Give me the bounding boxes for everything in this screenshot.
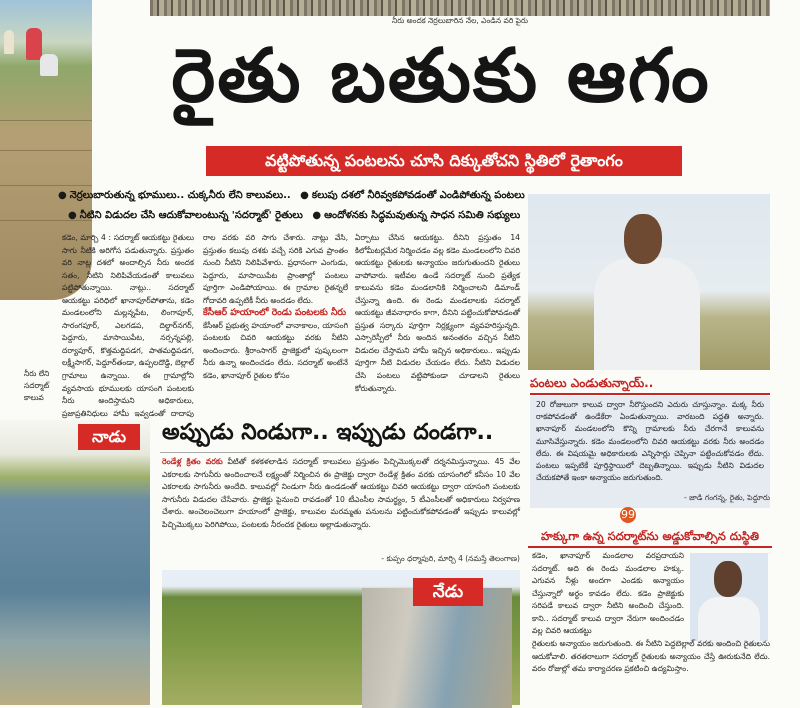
quote-mark-icon: 99 [621, 508, 635, 521]
article-column-1: కడెం, మార్చి 4 : సదర్మాట్ ఆయకట్టు రైతులు సాగు నీటికి అరిగోస పడుతున్నారు. ప్రస్తుతం వరి నాట్ల దశలో అందాల్సిన నీరు అందక సతం, నీటిని నిలిపివేయడంతో కాలువలు పట్టిపోతున్నాయి. నాట్లు.. సదర్మాట్ ఆయకట్టు పరిధిలో ఖానాపూర్‌పోతాను, కడెం మండలంలోని మల్లన్నపేట, లింగాపూర్, సారంగపూర్, ఎలగడప, దిల్దార్‌నగర్, పెద్దూరు, మాసాయిపేట, నర్సన్నపల్లి, దర్యాపూర్, కొత్తమద్దిపడగ, పాతమద్దిపడగ, లక్ష్మీసాగర్, పెద్దూర్‌తండా, ఉప్పలదొడ్డి, బెల్లాల్ గ్రామాలు ఉన్నాయి. ఈ గ్రామాల్లోని వ్యవసాయ భూములకు యాసంగి పంటలకు నీరు అందిస్తామని అధికారులు, ప్రజాప్రతినిధులు హామీ ఇవ్వడంతో దాదాపు [62, 233, 194, 418]
column-subheading: కేసీఆర్ హయాంలో రెండు పంటలకు నీరు [203, 307, 347, 319]
story-heading-then-now: అప్పుడు నిండుగా.. ఇప్పుడు దండగా.. [162, 420, 494, 445]
photo-top-caption: నీరు అందక నెర్రలుబారిన నేల, ఎండిన వరి పైరు [391, 16, 529, 25]
quote-heading-rights: హక్కుగా ఉన్న సదర్మాట్‌ను అడ్డుకోవాల్సిన దుస్థితి [541, 529, 759, 543]
photo-canal-then [0, 420, 150, 705]
story-paragraph: వీటితో కళకళలాడిన సదర్మాట్ కాలువలు ప్రస్తుతం పిచ్చిమొక్కలతో దర్శనమిస్తున్నాయి. 45 వేల ఎకరాలకు సాగునీరు అందించాలనే లక్ష్యంతో నిర్మించిన ఈ ప్రాజెక్టు ద్వారా రెండేళ్ల క్రితం వరకు యాసంగిలో కనీసం 10 వేల ఎకరాలకు సాగునీరు అందేది. కాలువల్లో నిండుగా నీరు ఉండడంతో ఆయకట్టు చివరి ఆయకట్టు ద్వారా యాసంగి పంటలకు సాగునీరు విడుదల చేసేవారు. ప్రాజెక్టు పైనుంచి రావడంతో 10 టీఎంసీల సామర్థ్యం, 5 టీఎంసీలతో అధికారులు నిర్వహణ చేశారు. అంచెలంచెలుగా హయాంలో ప్రాజెక్టు, కాలువల మరమ్మతు పనులను పట్టించుకోకపోవడంతో ఇప్పుడు కాలువల్లో పిచ్చిమొక్కలు పెరిగిపోయి, పంటలకు నీరందక రైతులు అల్లాడుతున్నారు. [162, 457, 520, 529]
heading-rule [160, 452, 520, 453]
photo-top-strip [150, 0, 770, 16]
story-lead: రెండేళ్ల క్రితం వరకు [162, 457, 223, 466]
article-column-2 [203, 232, 348, 402]
person-figure [40, 54, 58, 76]
person-figure [26, 28, 42, 60]
quote-text-rights-bottom: రైతులకు అన్యాయం జరుగుతుంది. ఈ నీటిని పెద్దబెల్లాల్ వరకు అందించి రైతులను ఆదుకోవాలి. తరతరాలుగా సదర్మాట్ రైతులకు అన్యాయం చేస్తే ఊరుకునేది లేదు. వరం రోజుల్లో తమ కార్యాచరణ ప్రకటించి ఉద్యమిస్తాం. [532, 639, 770, 674]
quote-heading-crops: పంటలు ఎండుతున్నాయ్.. [530, 376, 654, 390]
person-figure [4, 30, 14, 54]
photo-committee-member [690, 553, 768, 641]
heading-rule [530, 393, 770, 395]
bullet-dot-icon: ● [300, 190, 309, 201]
quote-signature-crops: - జాడి గంగన్న, రైతు, పెద్దూరు [683, 493, 770, 502]
quote-box-crops [530, 396, 770, 508]
bullet-row-1 [58, 189, 525, 203]
bullet-row-2 [68, 209, 521, 223]
story-byline: - కుప్పం ధర్మాపురి, మార్చి 4 (నమస్తే తెలంగాణ) [381, 554, 520, 563]
photo-farmer [528, 194, 770, 370]
quote-text-crops: 20 రోజులుగా కాలువ ద్వారా నీరొస్తుందని ఎదురు చూస్తున్నాం. మక్క నీరు రాకపోవడంతో ఉండేకేరా ఏండుతున్నాయి. వారబంది పద్ధతి అన్నారు. ఖానాపూర్ మండలంలోని కొన్ని గ్రామాలకు నీరు చేరగానే కాలువను మూసివేస్తున్నారు. కడెం మండలంలోని చివరి ఆయకట్టు వరకు నీరు అందడం లేదు. ఈ విషయమై అధికారులకు ఎన్నిసార్లు చెప్పినా పట్టించుకోవడం లేదు. పంటలు ఇప్పటికే పూర్తిస్థాయిలో దెబ్బతిన్నాయి. ఇప్పుడు నీటిని విడుదల చేయకపోతే ఇంకా అన్యాయం జరుగుతుంది. [536, 400, 764, 483]
headline: రైతు బతుకు ఆగం [171, 33, 711, 119]
bullet-dot-icon: ● [58, 190, 67, 201]
story-text-then-now [162, 456, 520, 556]
bullet-text: ఆందోళనకు సిద్ధమవుతున్న సాధన సమితి సభ్యులు [324, 210, 521, 221]
quote-text-rights-top: కడెం, ఖానాపూర్ మండలాల వరప్రదాయని సదర్మాట్. అది ఈ రెండు మండలాల హక్కు. ఎగువన నీళ్లు అందగా ఎండకు అన్యాయం చేస్తున్నారో అర్థం కావడం లేదు. కడెం ప్రాజెక్టుకు సరిపడే కాలువ ద్వారా నీటిని అందించి చేస్తుంది. కాని.. సదర్మాట్ కాలువ ద్వారా నేరుగా అందించడం వల్ల చివరి ఆయకట్టు [532, 551, 684, 636]
badge-then: నాడు [78, 424, 140, 450]
bullet-dot-icon: ● [68, 210, 77, 221]
badge-now: నేడు [413, 578, 483, 606]
column-paragraph: కేసీఆర్ ప్రభుత్వ హయాంలో వానాకాలం, యాసంగి పంటలకు చివరి ఆయకట్టు వరకు నీటిని అందించారు. శ్రీరాంసాగర్ ప్రాజెక్టులో పుష్కలంగా నీరు ఉన్నా అందించడం లేదు. సదర్మాట్ అంటేనే కడెం, ఖానాపూర్ రైతుల కోసం [203, 320, 348, 381]
bullet-text: నీటిని విడుదల చేసి ఆదుకోవాలంటున్న 'సదర్మాట్' రైతులు [79, 210, 303, 221]
bullet-dot-icon: ● [312, 210, 322, 221]
subheadline-banner: వట్టిపోతున్న పంటలను చూసి దిక్కుతోచని స్థితిలో రైతాంగం [206, 146, 682, 176]
bullet-text: కలుపు దశలో నీరివ్వకపోవడంతో ఎండిపోతున్న పంటలు [311, 190, 525, 201]
column-paragraph: రాల వరకు వరి సాగు చేశారు. నాట్లు వేసి, ప్రస్తుతం కలుపు దశకు వచ్చే సరికి ఎగువ ప్రాంతం నుంచి నీటిని నిలిపివేశారు. ప్రధానంగా ఎంగుడు, పెద్దూరు, మాసాయిపేట ప్రాంతాల్లో పంటలు పూర్తిగా ఎండిపోయాయి. ఈ గ్రామాల రైతన్నలే గోదావరి ఉప్పటికీ నీరు అందడం లేదు. [203, 233, 348, 305]
article-column-3: ఏర్పాటు చేసిన ఆయకట్టు. దీనిని ప్రస్తుతం 14 కిలోమీటర్లమేర నిర్మించడం వల్ల కడెం మండలంలోని చివరి ఆయకట్టు రైతులకు అన్యాయం జరుగుతుందని రైతులు వాపోవారు. ఇటీవల ఉండే సదర్మాట్ నుంచి ప్రత్యేక కాలువను కడెం మండలానికి నిర్మించాలని డిమాండ్ చేస్తున్నా ఉంది. ఈ రెండు మండలాలకు సదర్మాట్ ఆయకట్టు జీవనాధారం కాగా, దీనిని పట్టించుకోపోవడంతో ప్రస్తుత సర్కారు పూర్తిగా నిర్లక్ష్యంగా వ్యవహరిస్తున్నది. ఎస్సారెస్పీలో నీరు అందిన అనంతరం వచ్చిన నీటిని విడుదల చేస్తామని హామీ ఇచ్చిన అధికారులు.. ఇప్పుడు పూర్తిగా నీటి విడుదల చేయడం లేదు. నీటిని విడుదల చేసి పంటలు వట్టిపోకుండా చూడాలని రైతులు కోరుతున్నారు. [355, 233, 520, 393]
photo-left-caption: నీరు లేని సదర్మాట్ కాలువ [24, 369, 50, 402]
heading-rule [528, 546, 772, 548]
bullet-text: నెర్రలుబారుతున్న భూములు.. చుక్కనీరు లేని కాలువలు.. [69, 190, 291, 201]
